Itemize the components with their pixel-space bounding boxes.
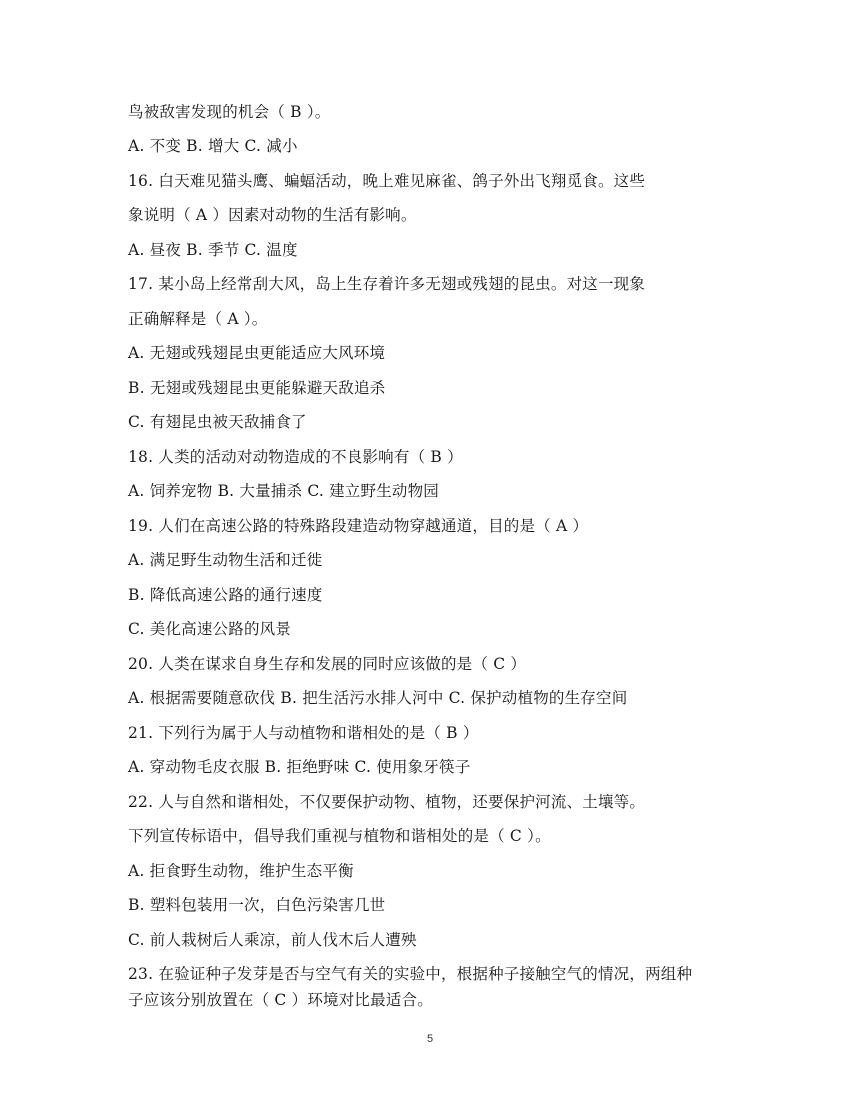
question-22: 22. 人与自然和谐相处，不仅要保护动物、植物，还要保护河流、土壤等。 (128, 793, 646, 811)
text-line: 鸟被敌害发现的机会（ B ）。 (128, 103, 331, 121)
text-line: C. 有翅昆虫被天敌捕食了 (128, 413, 307, 431)
text-line: A. 饲养宠物 B. 大量捕杀 C. 建立野生动物园 (128, 482, 440, 500)
question-16: 16. 白天难见猫头鹰、蝙蝠活动，晚上难见麻雀、鸽子外出飞翔觅食。这些 (128, 172, 646, 190)
page-number: 5 (426, 1033, 434, 1045)
text-line: B. 无翅或残翅昆虫更能躲避天敌追杀 (128, 379, 386, 397)
text-line: A. 不变 B. 增大 C. 减小 (128, 137, 298, 155)
text-line: C. 前人栽树后人乘凉，前人伐木后人遭殃 (128, 931, 417, 949)
text-line: B. 降低高速公路的通行速度 (128, 586, 323, 604)
text-line: A. 无翅或残翅昆虫更能适应大风环境 (128, 344, 386, 362)
question-20: 20. 人类在谋求自身生存和发展的同时应该做的是（ C ） (128, 655, 527, 673)
text-line: 下列宣传标语中，倡导我们重视与植物和谐相处的是（ C ）。 (128, 827, 551, 845)
text-line: A. 满足野生动物生活和迁徙 (128, 551, 323, 569)
question-19: 19. 人们在高速公路的特殊路段建造动物穿越通道，目的是（ A ） (128, 517, 589, 535)
text-line: C. 美化高速公路的风景 (128, 620, 292, 638)
text-line: 正确解释是（ A ）。 (128, 310, 268, 328)
text-line: A. 穿动物毛皮衣服 B. 拒绝野味 C. 使用象牙筷子 (128, 758, 471, 776)
question-17: 17. 某小岛上经常刮大风，岛上生存着许多无翅或残翅的昆虫。对这一现象 (128, 275, 646, 293)
text-line: 象说明（ A ）因素对动物的生活有影响。 (128, 206, 417, 224)
text-line: 子应该分别放置在（ C ）环境对比最适合。 (128, 991, 433, 1009)
question-21: 21. 下列行为属于人与动植物和谐相处的是（ B ） (128, 724, 479, 742)
text-line: A. 根据需要随意砍伐 B. 把生活污水排人河中 C. 保护动植物的生存空间 (128, 689, 628, 707)
text-line: A. 拒食野生动物，维护生态平衡 (128, 862, 354, 880)
text-line: A. 昼夜 B. 季节 C. 温度 (128, 241, 298, 259)
text-line: B. 塑料包装用一次，白色污染害几世 (128, 896, 386, 914)
question-23: 23. 在验证种子发芽是否与空气有关的实验中，根据种子接触空气的情况，两组种 (128, 965, 693, 983)
question-18: 18. 人类的活动对动物造成的不良影响有（ B ） (128, 448, 463, 466)
